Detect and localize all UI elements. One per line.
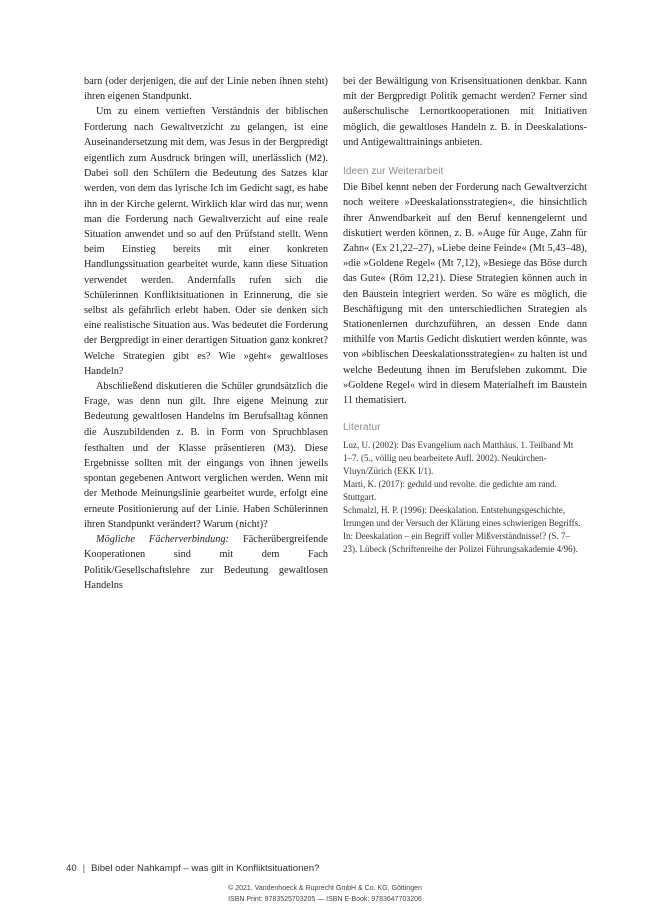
paragraph [84,379,328,532]
subject-link-label: Mögliche Fächerverbindung: [96,534,229,546]
page-number: 40 [66,863,77,874]
paragraph: Die Bibel kennt neben der Forderung nach Gewaltverzicht noch weitere »Deeskalationsstrategien«, die hinsichtlich ihrer Anwendbarkeit auf den Beruf kennengelernt und diskutiert werden können, z. B. »Auge für Auge, Zahn für Zahn« (Ex 21,22–27), »Liebe deine Feinde« (Mt 5,43–48), »die »Goldene Regel« (Mt 7,12), »Besiege das Böse durch das Gute« (Röm 12,21). Diese Strategien können auch in den Baustein integriert werden. So wäre es möglich, die Beschäftigung mit den unterschiedlichen Strategien als Stationenlernen durchzuführen, an dessen Ende dann mithilfe von Martis Gedicht diskutiert werden könnte, was von »biblischen Deeskalationsstrategien« zu halten ist und welche Bedeutung ihnen im Berufsleben zukommt. Die »Goldene Regel« wird in diesem Materialheft im Baustein 11 thematisiert. [343,182,587,407]
copyright-line: © 2021, Vandenhoeck & Ruprecht GmbH & Co. KG, Göttingen [228,885,422,892]
right-column [343,74,587,556]
left-column [84,74,328,593]
section-heading-ideas: Ideen zur Weiterarbeit [343,166,444,178]
page-footer [66,863,319,874]
literature-entry: Marti, K. (2017): geduld und revolte. die gedichte am rand. Stuttgart. [343,479,557,503]
footer-separator: | [82,863,86,874]
running-title: Bibel oder Nahkampf – was gilt in Konfliktsituationen? [91,863,320,874]
material-reference: M2 [308,152,322,164]
paragraph-text: ). Diese Ergebnisse sollten mit der eingangs von ihnen jeweils spontan gegebenen Antwort verglichen werden. Wenn mit der Methode Meinungslinie gearbeitet wurde, erfolgt eine erneute Positionierung auf der Linie. Haben Schülerinnen ihren Standpunkt verändert? Warum (nicht)? [84,442,329,530]
isbn-line: ISBN Print: 9783525703205 — ISBN E-Book: 9783647703206 [228,895,422,903]
literature-entry: Luz, U. (2002): Das Evangelium nach Matthäus. 1. Teilband Mt 1–7. (5., völlig neu bearbeitete Aufl. 2002). Neukirchen-Vluyn/Zürich (EKK I/1). [343,440,574,477]
paragraph: bei der Bewältigung von Krisensituationen denkbar. Kann mit der Bergpredigt Politik gemacht werden? Ferner sind außerschulische Lernortkooperationen mit Initiativen möglich, die gewaltloses Handeln z. B. in Deeskalations- und Antigewalttrainings anbieten. [343,76,587,148]
section-heading-literature: Literatur [343,422,381,434]
paragraph [84,532,328,593]
paragraph-text: Fächerübergreifende Kooperationen sind mit dem Fach Politik/Gesellschaftslehre zur Bedeutung gewaltlosen Handelns [84,534,328,591]
literature-entry: Schmalzl, H. P. (1996): Deeskalation. Entstehungsgeschichte, Irrungen und der Versuch der Klärung eines schwierigen Begriffs. In: Deeskalation – ein Begriff voller Mißverständnisse!? (S. 7–23). Lübeck (Schriftenreihe der Polizei Führungsakademie 4/96). [343,505,581,555]
paragraph: barn (oder derjenigen, die auf der Linie neben ihnen steht) ihren eigenen Standpunkt. [84,76,328,103]
paragraph [84,104,328,379]
paragraph-text: Abschließend diskutieren die Schüler grundsätzlich die Frage, was denn nun gilt. Ihre eigene Meinung zur Bedeutung gewaltlosen Handelns im Berufsalltag können die Auszubildenden z. B. in Form von Spruchblasen festhalten und der Klasse präsentieren ( [84,381,328,454]
copyright-notice [0,884,650,905]
paragraph-text: ). Dabei soll den Schülern die Bedeutung des Satzes klar werden, von dem das lyrische Ich im Gedicht sagt, es habe ihn in der Kirche gelernt. Wirklich klar wird das nur, wenn man die Forderung nach Gewaltverzicht auf eine reale Situation anwendet und so auf den Prüfstand stellt. Wenn beim Einstieg bereits mit einer konkreten Handlungssituation gearbeitet wurde, kann diese Situation verwendet werden. Andernfalls rufen sich die Schülerinnen Konfliktsituationen in Erinnerung, die sie selbst als gefährlich erlebt haben. Oder sie denken sich eine realistische Situation aus. Was bedeutet die Forderung der Bergpredigt in einer derartigen Situation ganz konkret? Welche Strategien gibt es? Wie »geht« gewaltloses Handeln? [84,153,328,377]
paragraph-text: Um zu einem vertieften Verständnis der biblischen Forderung nach Gewaltverzicht zu gelangen, ist eine Auseinandersetzung mit dem, was Jesus in der Bergpredigt eigentlich zum Ausdruck bringen will, unerlässlich ( [84,106,328,165]
material-reference: M3 [276,441,290,453]
